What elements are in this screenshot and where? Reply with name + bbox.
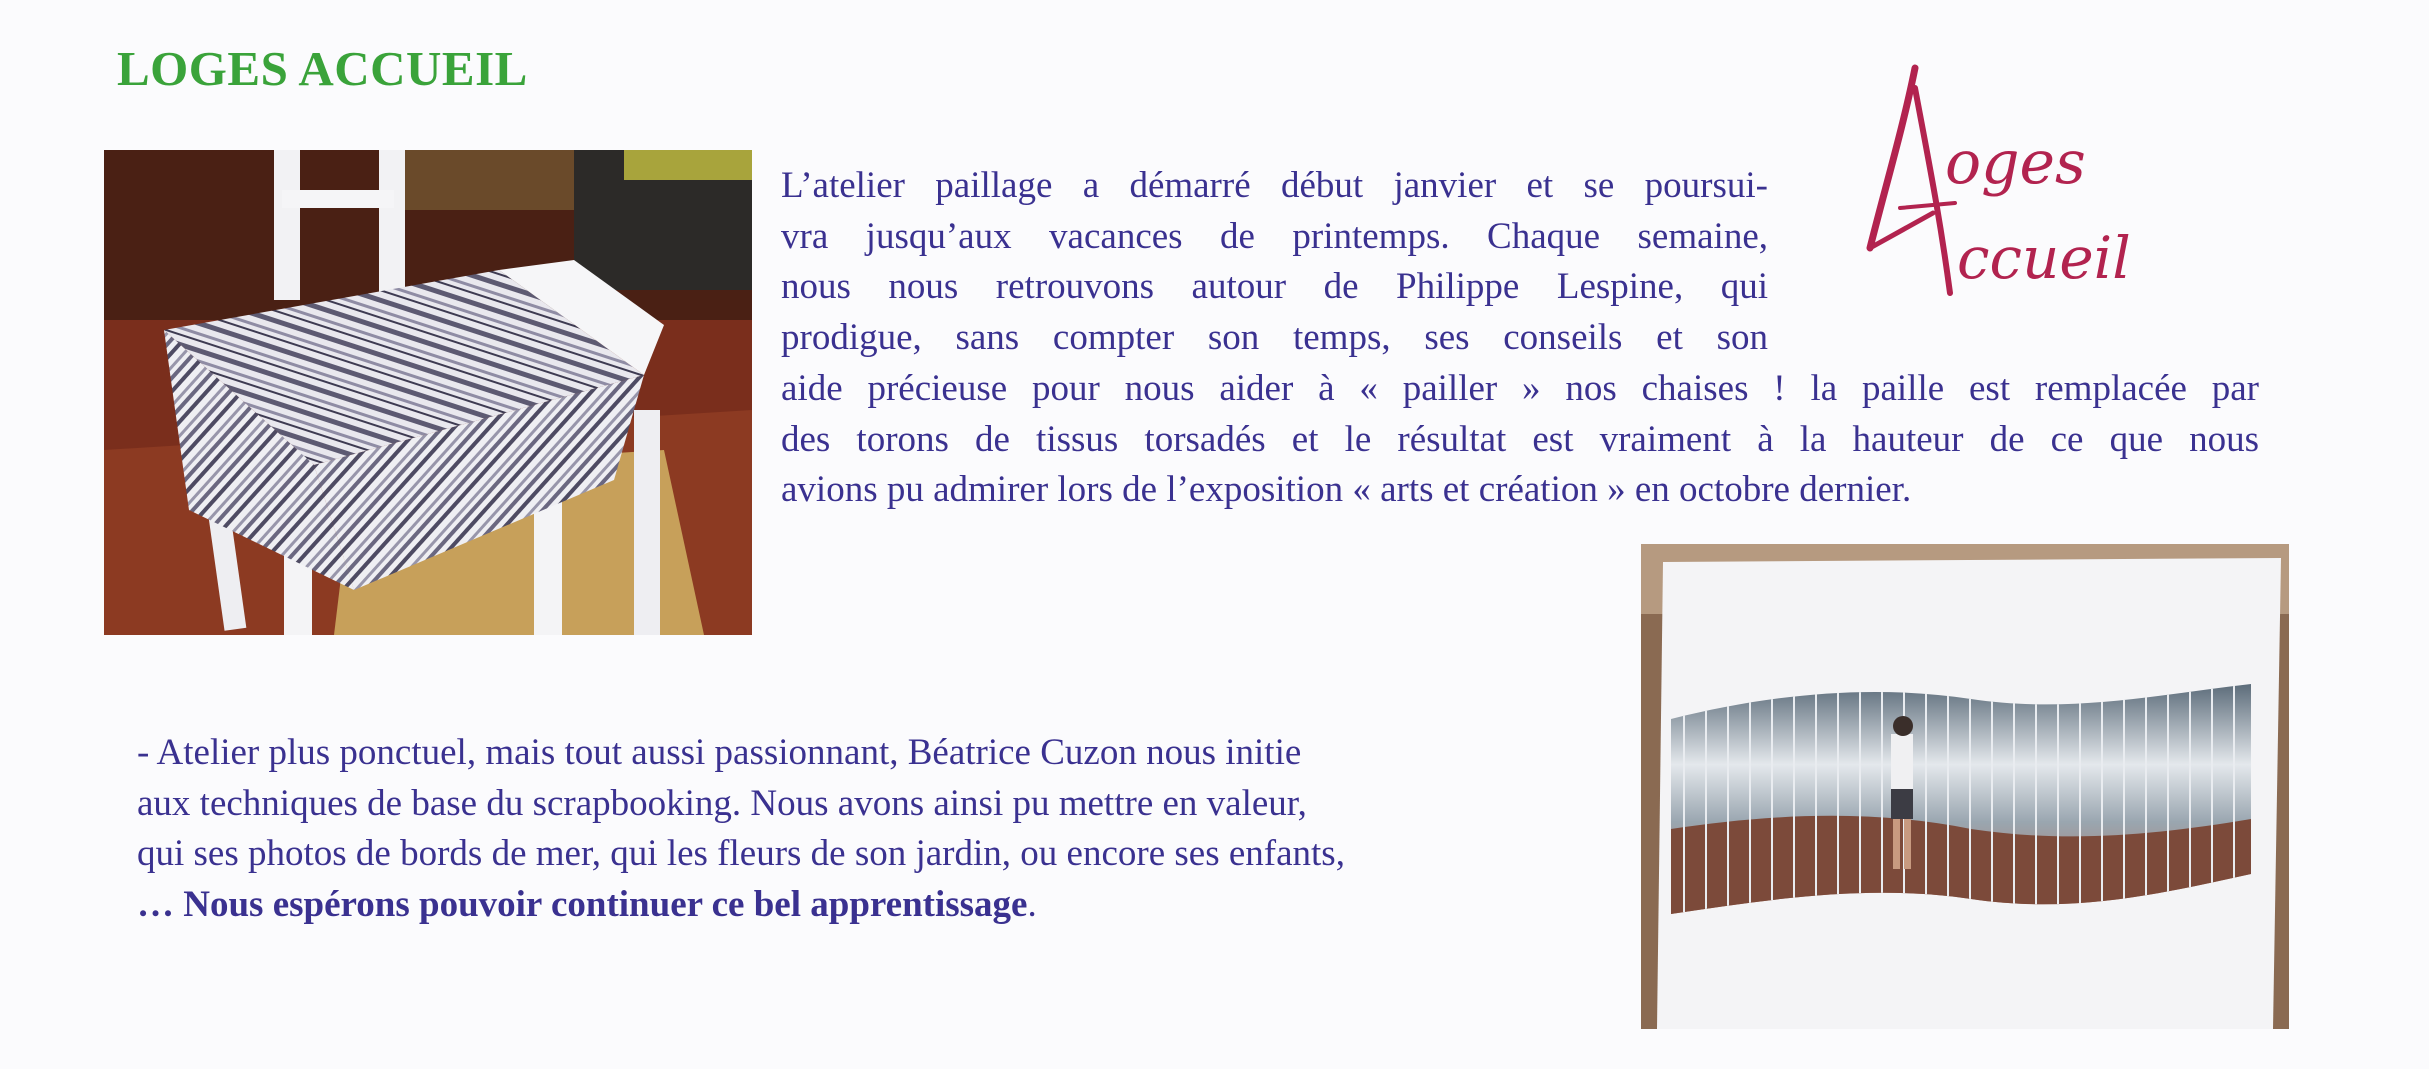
closing-bold-text: … Nous espérons pouvoir continuer ce bel apprentissage [137, 883, 1028, 925]
photo-scrapbook-collage [1641, 544, 2289, 1029]
text-line: L’atelier paillage a démarré début janvier et se poursui- [781, 165, 1768, 206]
paragraph-paillage-intro [781, 161, 1768, 363]
loges-accueil-logo [1845, 58, 2235, 308]
svg-text:ccueil: ccueil [1957, 224, 2131, 292]
paragraph-paillage-continued [781, 364, 2259, 516]
text-line: - Atelier plus ponctuel, mais tout aussi passionnant, Béatrice Cuzon nous initie [137, 732, 1302, 773]
closing-punctuation: . [1027, 883, 1037, 925]
text-line: vra jusqu’aux vacances de printemps. Chaque semaine, [781, 215, 1768, 257]
text-line: aide précieuse pour nous aider à « pailler » nos chaises ! la paille est remplacée par [781, 368, 2259, 409]
text-line: prodigue, sans compter son temps, ses conseils et son [781, 316, 1768, 358]
section-heading: LOGES ACCUEIL [117, 41, 528, 96]
text-line-closing [137, 880, 1612, 931]
paragraph-scrapbooking [137, 728, 1612, 930]
text-line: qui ses photos de bords de mer, qui les fleurs de son jardin, ou encore ses enfants, [137, 833, 1345, 874]
text-line: avions pu admirer lors de l’exposition « arts et création » en octobre dernier. [781, 469, 1912, 510]
text-line: nous nous retrouvons autour de Philippe Lespine, qui [781, 266, 1768, 307]
photo-rewoven-chair [104, 150, 752, 635]
svg-text:oges: oges [1945, 128, 2086, 198]
text-line: des torons de tissus torsadés et le résultat est vraiment à la hauteur de ce que nous [781, 418, 2259, 460]
text-line: aux techniques de base du scrapbooking. Nous avons ainsi pu mettre en valeur, [137, 782, 1307, 824]
